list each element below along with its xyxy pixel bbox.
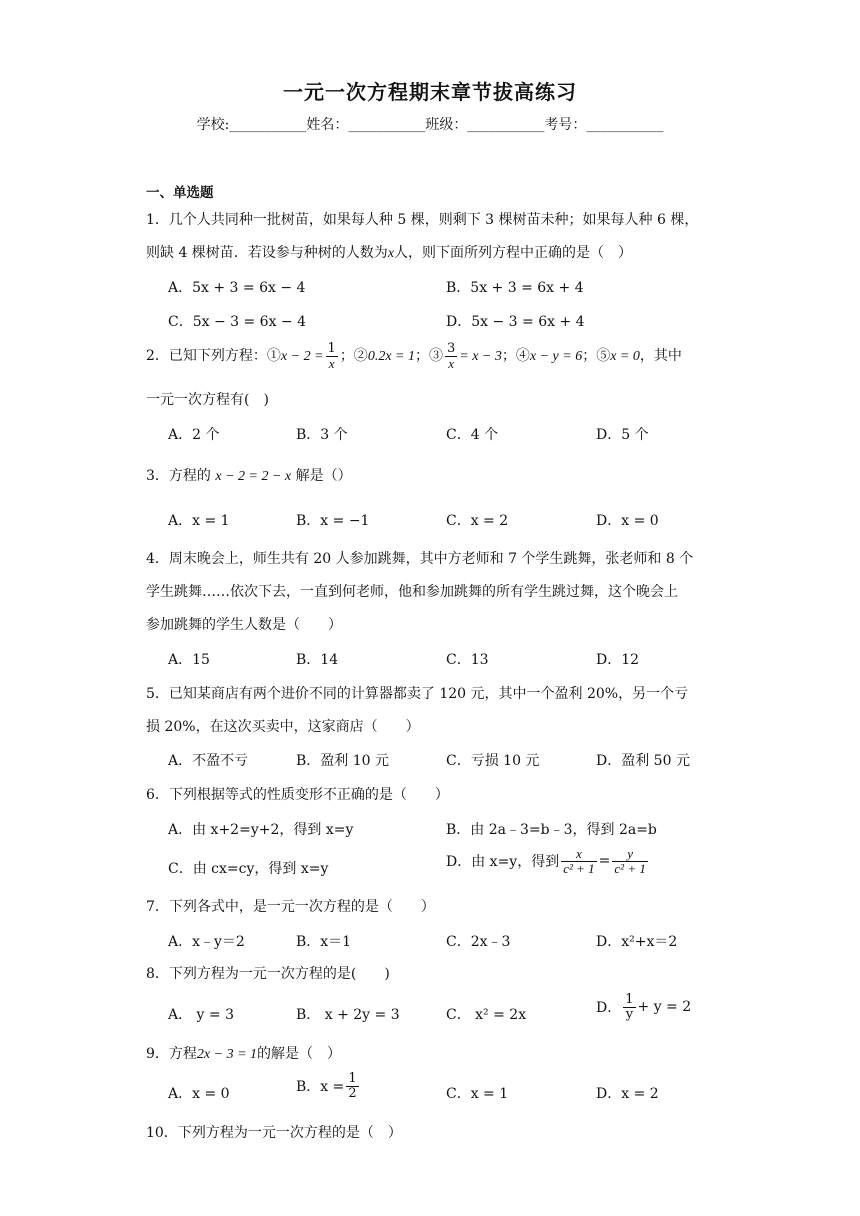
q3-option-b[interactable]: B．x = −1 — [296, 513, 370, 529]
q7-option-c[interactable]: C．2x﹣3 — [446, 934, 511, 950]
q5-line2: 损 20%，在这次买卖中，这家商店（ ） — [146, 719, 420, 735]
q2-line2: 一元一次方程有( ) — [146, 392, 269, 408]
q1-option-b[interactable]: B．5x + 3 = 6x + 4 — [446, 280, 584, 296]
q6-option-d[interactable]: D．由 x=y，得到 $\frac{x}{\text{c² + 1}}$ = $\frac{y}{\text{c² + 1}}$ — [446, 846, 646, 876]
q8-option-c[interactable]: C． x² = 2x — [446, 1007, 527, 1023]
q2-option-b[interactable]: B．3 个 — [296, 427, 348, 443]
q6-line1: 6．下列根据等式的性质变形不正确的是（ ） — [146, 787, 449, 803]
q1-line1: 1．几个人共同种一批树苗，如果每人种 5 棵，则剩下 3 棵树苗未种；如果每人种 6 棵， — [146, 212, 699, 228]
q3-option-d[interactable]: D．x = 0 — [596, 513, 659, 529]
q7-option-a[interactable]: A．x﹣y＝2 — [168, 934, 245, 950]
q5-option-c[interactable]: C．亏损 10 元 — [446, 753, 540, 769]
student-info-line: 学校:___________姓名：___________班级：___________考号：___________ — [196, 117, 664, 133]
q4-line2: 学生跳舞……依次下去，一直到何老师，他和参加跳舞的所有学生跳过舞，这个晚会上 — [146, 584, 678, 600]
page-title: 一元一次方程期末章节拔高练习 — [283, 80, 577, 104]
q9-option-a[interactable]: A．x = 0 — [168, 1086, 230, 1102]
q2-option-d[interactable]: D．5 个 — [596, 427, 649, 443]
q1-option-a[interactable]: A．5x + 3 = 6x − 4 — [168, 280, 306, 296]
q1-option-d[interactable]: D．5x − 3 = 6x + 4 — [446, 314, 585, 330]
q6-option-a[interactable]: A．由 x+2=y+2，得到 x=y — [168, 822, 354, 838]
q8-line1: 8．下列方程为一元一次方程的是( ) — [146, 966, 390, 982]
q6-option-b[interactable]: B．由 2a﹣3=b﹣3，得到 2a=b — [446, 822, 657, 838]
q1-line2: 则缺 4 棵树苗．若设参与种树的人数为x人，则下面所列方程中正确的是（ ） — [146, 245, 633, 261]
q9-option-c[interactable]: C．x = 1 — [446, 1086, 509, 1102]
q2-line1: 2．已知下列方程：①x − 2 = $\frac{1}{x}$ ；②0.2x = 1；③ $\frac{3}{x}$ = x − 3；④x − y = 6；⑤x = 0，其中 — [146, 341, 682, 371]
q4-option-c[interactable]: C．13 — [446, 652, 489, 668]
q7-option-b[interactable]: B．x＝1 — [296, 934, 352, 950]
q2-option-a[interactable]: A．2 个 — [168, 427, 220, 443]
q9-line1: 9．方程2x − 3 = 1的解是（ ） — [146, 1046, 342, 1062]
q10-line1: 10．下列方程为一元一次方程的是（ ） — [146, 1125, 402, 1141]
q9-option-b[interactable]: B．x = $\frac{1}{2}$ — [296, 1071, 357, 1101]
q4-option-b[interactable]: B．14 — [296, 652, 339, 668]
q4-line1: 4．周末晚会上，师生共有 20 人参加跳舞，其中方老师和 7 个学生跳舞，张老师和 8 个 — [146, 551, 694, 567]
q9-option-d[interactable]: D．x = 2 — [596, 1086, 659, 1102]
q4-option-a[interactable]: A．15 — [168, 652, 210, 668]
section-heading: 一、单选题 — [146, 185, 214, 201]
q4-line3: 参加跳舞的学生人数是（ ） — [146, 617, 342, 633]
q5-option-b[interactable]: B．盈利 10 元 — [296, 753, 390, 769]
q3-option-a[interactable]: A．x = 1 — [168, 513, 230, 529]
q3-line1: 3．方程的 x − 2 = 2 − x 解是（） — [146, 468, 352, 484]
q7-option-d[interactable]: D．x²+x＝2 — [596, 934, 678, 950]
q6-option-c[interactable]: C．由 cx=cy，得到 x=y — [168, 861, 329, 877]
q4-option-d[interactable]: D．12 — [596, 652, 640, 668]
q8-option-b[interactable]: B． x + 2y = 3 — [296, 1007, 400, 1023]
q2-option-c[interactable]: C．4 个 — [446, 427, 499, 443]
q1-option-c[interactable]: C．5x − 3 = 6x − 4 — [168, 314, 307, 330]
q7-line1: 7．下列各式中，是一元一次方程的是（ ） — [146, 899, 435, 915]
q3-option-c[interactable]: C．x = 2 — [446, 513, 509, 529]
q8-option-d[interactable]: D． $\frac{1}{y}$ + y = 2 — [596, 992, 692, 1022]
q5-line1: 5．已知某商店有两个进价不同的计算器都卖了 120 元，其中一个盈利 20%，另一个亏 — [146, 686, 689, 702]
q5-option-d[interactable]: D．盈利 50 元 — [596, 753, 690, 769]
q5-option-a[interactable]: A．不盈不亏 — [168, 753, 249, 769]
q8-option-a[interactable]: A． y = 3 — [168, 1007, 235, 1023]
